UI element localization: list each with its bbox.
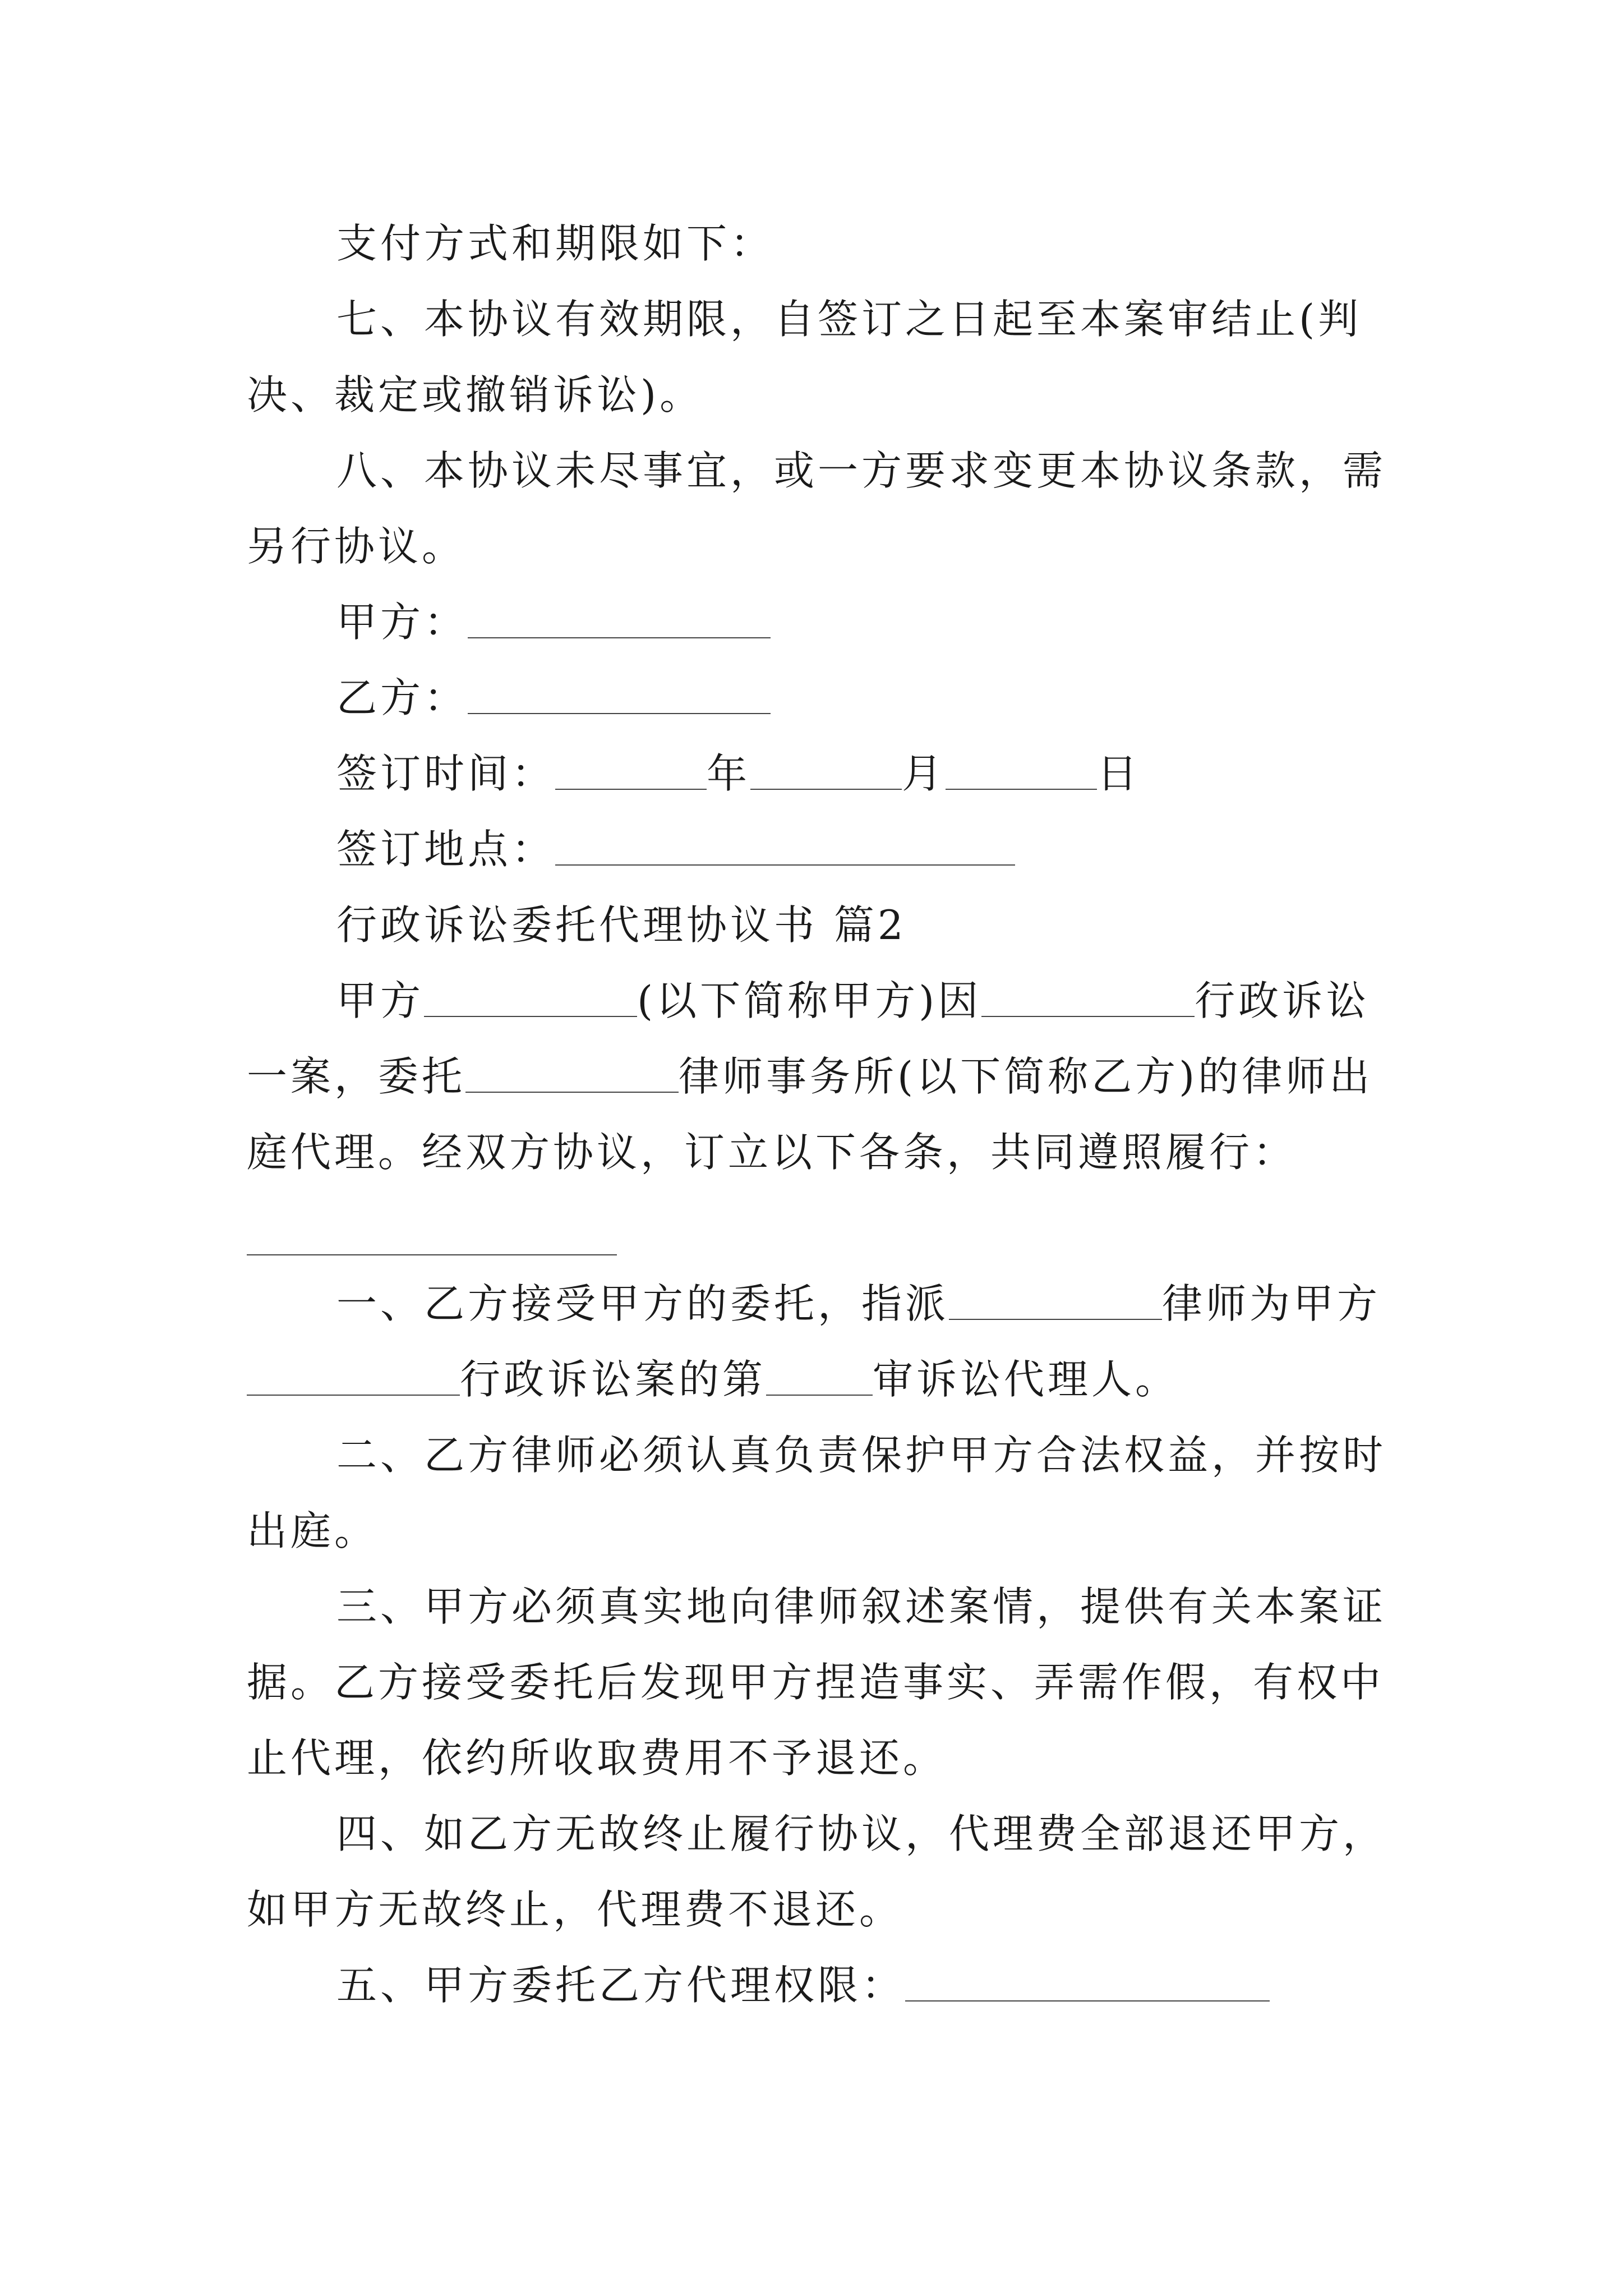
lawyer-name-blank[interactable] [949,1287,1162,1320]
clause-one-line-2 [247,1356,1179,1403]
clause-eight-line-2: 另行协议。 [247,523,466,570]
signing-time-label: 签订时间： [336,750,556,797]
intro-line-3: 庭代理。经双方协议，订立以下各条，共同遵照履行： [247,1129,1297,1176]
clause-five-line [336,1962,1270,2009]
intro-line-1-b: (以下简称甲方)因 [637,977,982,1024]
day-label: 日 [1097,750,1141,797]
party-a-line [336,599,771,646]
month-label: 月 [902,750,946,797]
separator-line [247,1254,617,1255]
section-title-2: 行政诉讼委托代理协议书 篇2 [336,901,907,949]
intro-line-2-b: 律师事务所(以下简称乙方)的律师出 [679,1053,1373,1100]
intro-line-2 [247,1053,1373,1100]
signing-place-label: 签订地点： [336,826,556,873]
clause-seven-line-2: 决、裁定或撤销诉讼)。 [247,371,704,418]
intro-line-2-a: 一案，委托 [247,1053,466,1100]
case-name-blank[interactable] [981,984,1195,1017]
party-b-label: 乙方： [336,674,468,721]
clause-two-line-1: 二、乙方律师必须认真负责保护甲方合法权益，并按时 [336,1432,1387,1479]
instance-blank[interactable] [766,1363,873,1396]
clause-four-line-2: 如甲方无故终止，代理费不退还。 [247,1886,903,1933]
signing-time-line [336,750,1141,797]
authority-blank[interactable] [905,1969,1270,2001]
party-a-label: 甲方： [336,599,468,646]
clause-one-line-2-c: 审诉讼代理人。 [873,1356,1179,1403]
party-b-blank[interactable] [468,682,771,714]
intro-line-1-a: 甲方 [336,977,425,1024]
clause-one-line-1 [336,1280,1381,1327]
case-blank[interactable] [247,1363,460,1396]
payment-method-line: 支付方式和期限如下： [336,220,774,267]
clause-one-line-1-a: 一、乙方接受甲方的委托，指派 [336,1280,949,1327]
intro-line-1-c: 行政诉讼 [1195,977,1370,1024]
clause-three-line-3: 止代理，依约所收取费用不予退还。 [247,1734,947,1782]
party-a-name-blank[interactable] [424,984,637,1017]
clause-two-line-2: 出庭。 [247,1507,379,1554]
clause-one-line-1-b: 律师为甲方 [1162,1280,1381,1327]
signing-place-line [336,826,1015,873]
clause-four-line-1: 四、如乙方无故终止履行协议，代理费全部退还甲方， [336,1810,1387,1857]
clause-three-line-1: 三、甲方必须真实地向律师叙述案情，提供有关本案证 [336,1583,1387,1630]
party-a-blank[interactable] [468,606,771,638]
month-blank[interactable] [750,757,902,790]
day-blank[interactable] [946,757,1097,790]
clause-eight-line-1: 八、本协议未尽事宜，或一方要求变更本协议条款，需 [336,447,1387,494]
law-firm-blank[interactable] [465,1060,679,1093]
clause-three-line-2: 据。乙方接受委托后发现甲方捏造事实、弄需作假，有权中 [247,1659,1385,1706]
clause-five-label: 五、甲方委托乙方代理权限： [336,1962,906,2009]
clause-seven-line-1: 七、本协议有效期限，自签订之日起至本案审结止(判 [336,296,1362,343]
intro-line-1 [336,977,1370,1024]
year-blank[interactable] [555,757,707,790]
year-label: 年 [707,750,751,797]
party-b-line [336,674,771,721]
signing-place-blank[interactable] [555,833,1015,866]
clause-one-line-2-b: 行政诉讼案的第 [460,1356,767,1403]
